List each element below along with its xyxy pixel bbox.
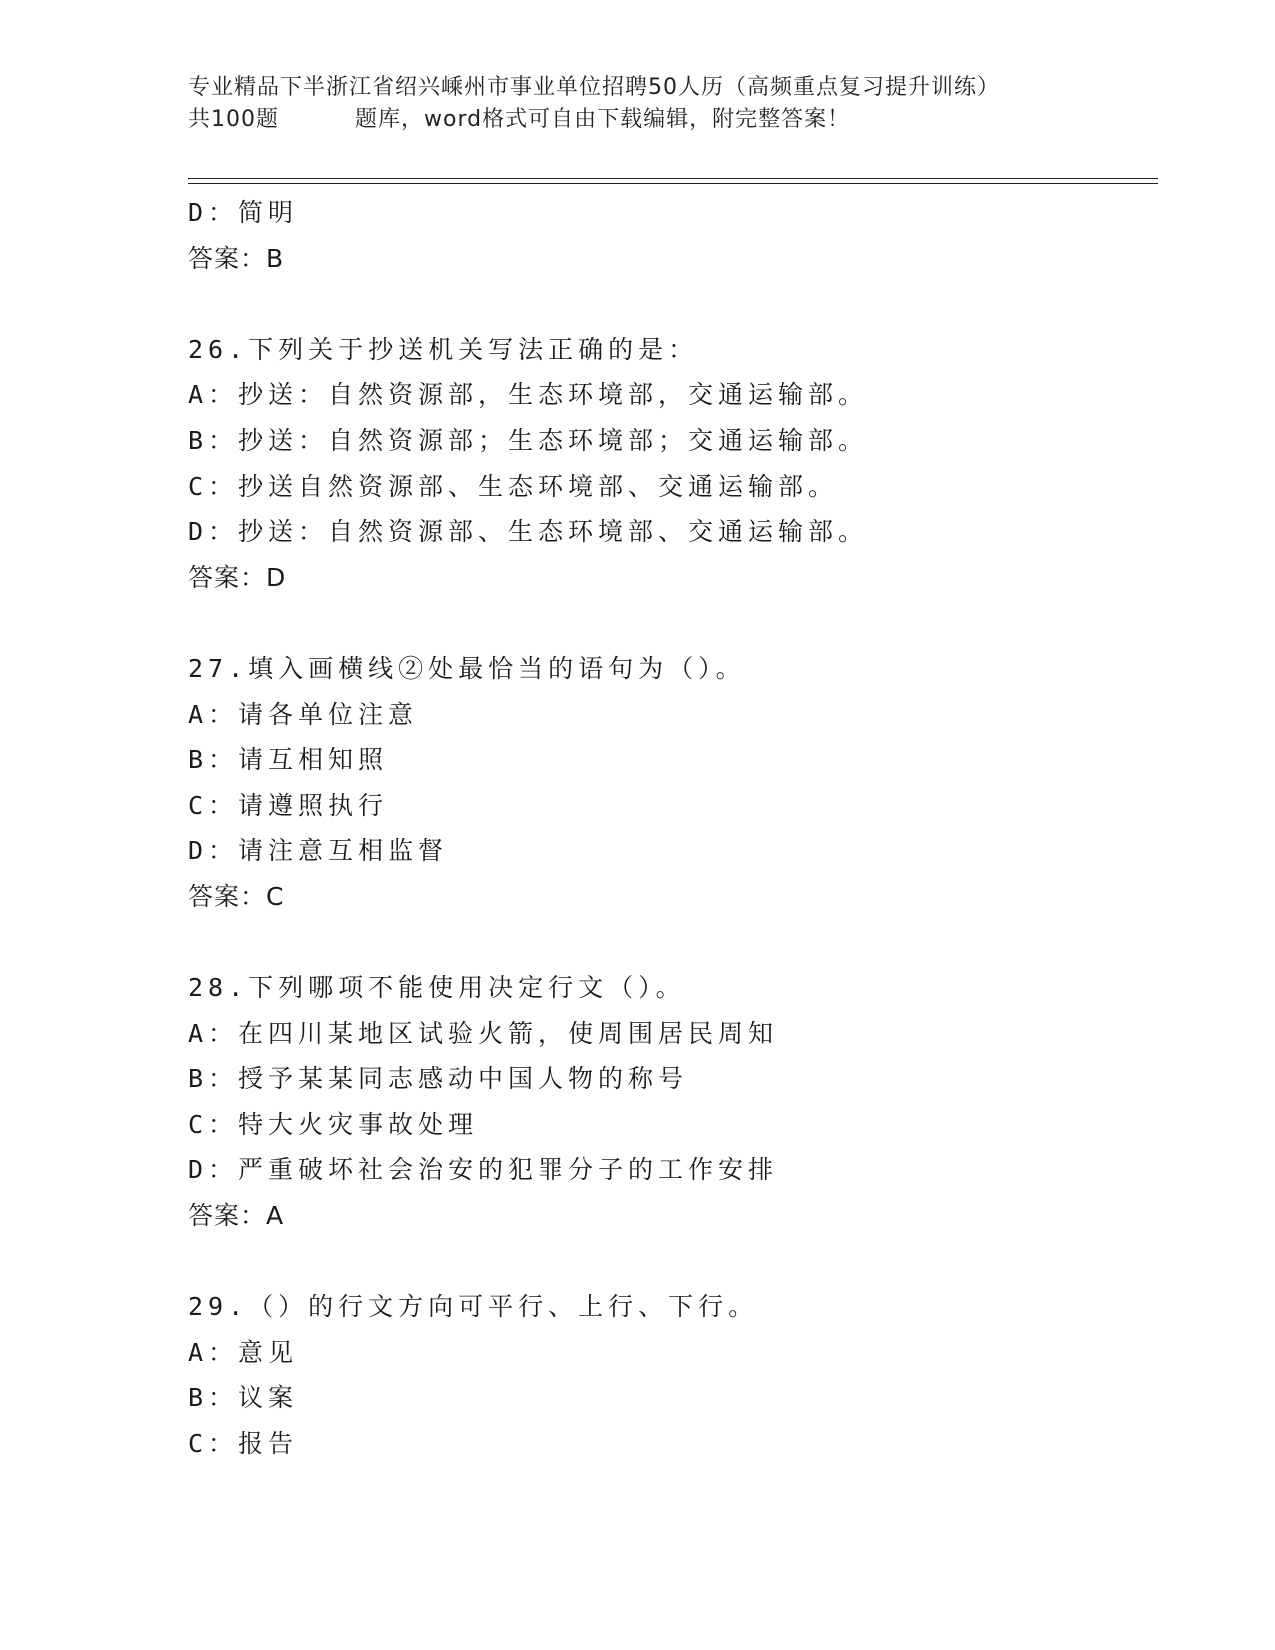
question-27 xyxy=(188,646,1148,920)
question-stem: 28.下列哪项不能使用决定行文（）。 xyxy=(188,973,686,1003)
option-b: B：抄送：自然资源部；生态环境部；交通运输部。 xyxy=(188,425,869,455)
header-title-line: 专业精品下半浙江省绍兴嵊州市事业单位招聘50人历（高频重点复习提升训练） xyxy=(188,75,1000,100)
question-29 xyxy=(188,1284,1148,1466)
question-26 xyxy=(188,327,1148,601)
answer: 答案：C xyxy=(188,881,285,911)
answer: 答案：A xyxy=(188,1201,285,1231)
header-format-note: 题库，word格式可自由下载编辑，附完整答案！ xyxy=(355,107,851,132)
option-c: C：报告 xyxy=(188,1429,299,1459)
question-stem: 29.（）的行文方向可平行、上行、下行。 xyxy=(188,1292,759,1322)
question-list xyxy=(188,190,1148,1467)
header-divider-top xyxy=(188,178,1158,179)
page-header xyxy=(188,72,1148,136)
option-a: A：意见 xyxy=(188,1337,299,1367)
carryover-answer: 答案：B xyxy=(188,243,285,273)
option-a: A：请各单位注意 xyxy=(188,699,419,729)
header-subtitle-line xyxy=(188,104,1148,136)
option-c: C：特大火灾事故处理 xyxy=(188,1109,479,1139)
option-a: A：抄送：自然资源部，生态环境部，交通运输部。 xyxy=(188,380,869,410)
option-b: B：请互相知照 xyxy=(188,745,389,775)
option-c: C：抄送自然资源部、生态环境部、交通运输部。 xyxy=(188,471,839,501)
option-d: D：请注意互相监督 xyxy=(188,836,449,866)
option-d: D：严重破坏社会治安的犯罪分子的工作安排 xyxy=(188,1155,779,1185)
answer: 答案：D xyxy=(188,562,287,592)
option-a: A：在四川某地区试验火箭，使周围居民周知 xyxy=(188,1018,779,1048)
option-c: C：请遵照执行 xyxy=(188,790,389,820)
header-question-count: 共100题 xyxy=(188,107,279,132)
option-d: D：抄送：自然资源部、生态环境部、交通运输部。 xyxy=(188,517,869,547)
option-b: B：议案 xyxy=(188,1383,299,1413)
question-stem: 26.下列关于抄送机关写法正确的是： xyxy=(188,334,699,364)
option-b: B：授予某某同志感动中国人物的称号 xyxy=(188,1064,689,1094)
carryover-option-d: D：简明 xyxy=(188,198,299,227)
header-divider-bottom xyxy=(188,183,1158,184)
question-stem: 27.填入画横线②处最恰当的语句为（）。 xyxy=(188,653,746,683)
question-28 xyxy=(188,965,1148,1239)
